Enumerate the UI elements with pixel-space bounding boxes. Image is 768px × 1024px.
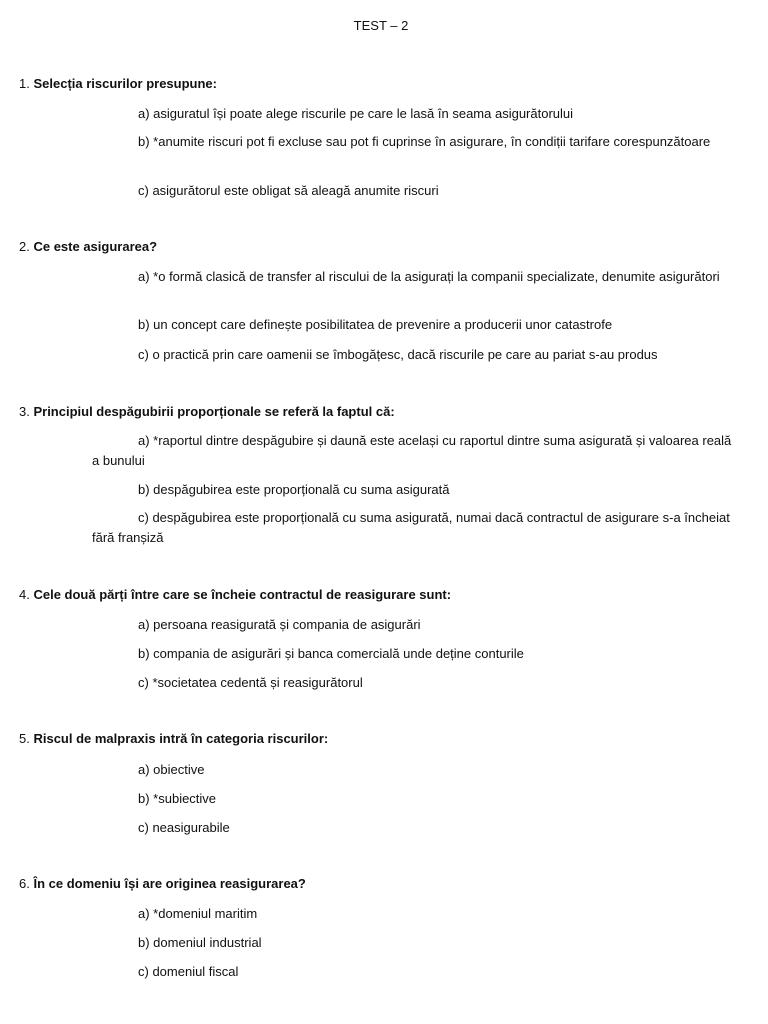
question-3-option-b: b) despăgubirea este proporțională cu suma asigurată	[138, 482, 450, 497]
question-6-title	[19, 876, 306, 891]
question-4-title	[19, 587, 451, 602]
question-6-option-b: b) domeniul industrial	[138, 935, 262, 950]
question-6-option-a: a) *domeniul maritim	[138, 906, 258, 921]
question-4-option-a: a) persoana reasigurată și compania de asigurări	[138, 617, 421, 632]
question-4-option-c: c) *societatea cedentă și reasigurătorul	[138, 675, 363, 690]
question-3-option-a: a) *raportul dintre despăgubire și daună este același cu raportul dintre suma asigurată și valoarea reală a bunului	[92, 433, 732, 468]
question-1-option-b: b) *anumite riscuri pot fi excluse sau pot fi cuprinse în asigurare, în condiții tarifare corespunzătoare	[138, 134, 711, 149]
question-5-option-a: a) obiective	[138, 762, 205, 777]
question-5-option-c: c) neasigurabile	[138, 820, 230, 835]
document-title: TEST – 2	[353, 18, 409, 33]
question-text: Cele două părți între care se încheie contractul de reasigurare sunt:	[33, 587, 452, 602]
question-2-title	[19, 239, 157, 254]
question-number: 1.	[19, 76, 30, 91]
question-1-option-a: a) asiguratul își poate alege riscurile pe care le lasă în seama asigurătorului	[138, 106, 574, 121]
question-number: 2.	[19, 239, 30, 254]
question-4-option-b: b) compania de asigurări și banca comercială unde deține conturile	[138, 646, 524, 661]
question-text: Selecția riscurilor presupune:	[33, 76, 217, 91]
question-1-title	[19, 76, 217, 91]
question-text: Riscul de malpraxis intră în categoria riscurilor:	[33, 731, 329, 746]
question-5-title	[19, 731, 328, 746]
question-text: Principiul despăgubirii proporționale se referă la faptul că:	[33, 404, 395, 419]
question-2-option-c: c) o practică prin care oamenii se îmbogățesc, dacă riscurile pe care au pariat s-au produs	[138, 347, 658, 362]
question-number: 5.	[19, 731, 30, 746]
question-number: 3.	[19, 404, 30, 419]
question-5-option-b: b) *subiective	[138, 791, 217, 806]
question-text: Ce este asigurarea?	[33, 239, 158, 254]
question-1-option-c: c) asigurătorul este obligat să aleagă anumite riscuri	[138, 183, 439, 198]
question-number: 6.	[19, 876, 30, 891]
question-text: În ce domeniu își are originea reasigurarea?	[33, 876, 306, 891]
question-number: 4.	[19, 587, 30, 602]
question-2-option-a: a) *o formă clasică de transfer al riscului de la asigurați la companii specializate, denumite asigurători	[138, 269, 720, 284]
question-3-title	[19, 404, 395, 419]
question-2-option-b: b) un concept care definește posibilitatea de prevenire a producerii unor catastrofe	[138, 317, 613, 332]
question-3-option-c: c) despăgubirea este proporțională cu suma asigurată, numai dacă contractul de asigurare s-a încheiat fără franșiză	[92, 510, 730, 545]
question-6-option-c: c) domeniul fiscal	[138, 964, 239, 979]
